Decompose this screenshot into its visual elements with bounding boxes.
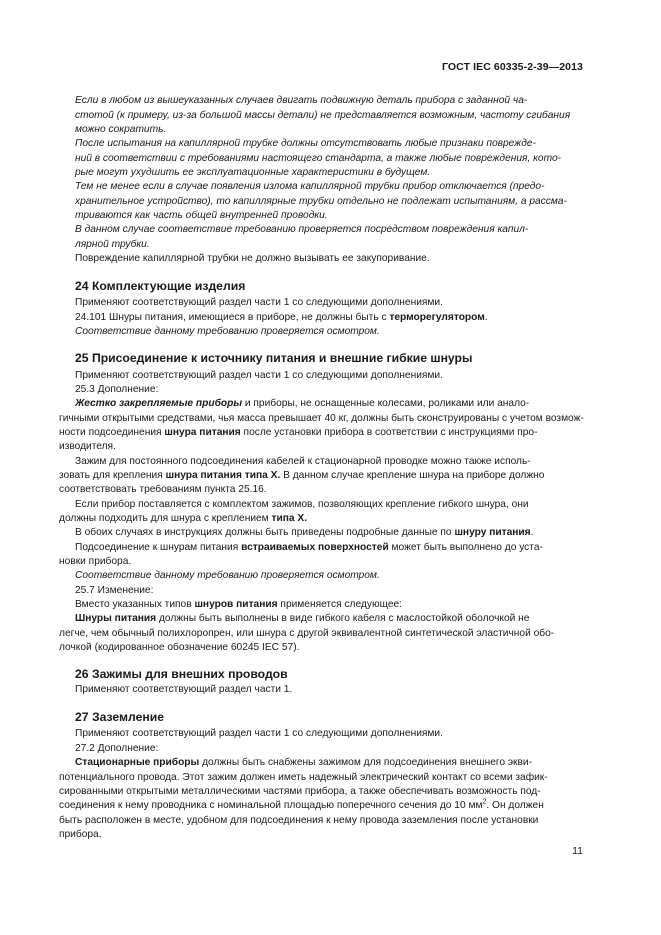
s27-p3-line5: быть расположен в месте, удобном для подсоединения к нему провода заземления после установки [59, 815, 539, 826]
s27-p2: 27.2 Дополнение: [75, 743, 159, 754]
s27-p3-line4: соединения к нему проводника с номинальной площадью поперечного сечения до 10 $мм^2$. Он должен [59, 798, 544, 811]
s25-p7-line1: Подсоединение к шнурам питания встраиваемых поверхностей может быть выполнено до уста- [75, 542, 543, 553]
section-27-title: 27 Заземление [75, 710, 165, 724]
intro-p5: Повреждение капиллярной трубки не должно вызывать ее закупоривание. [75, 253, 430, 264]
s27-p3-line6: прибора. [59, 829, 102, 840]
s25-p7-line2: новки прибора. [59, 556, 132, 567]
s24-p1: Применяют соответствующий раздел части 1 со следующими дополнениями. [75, 297, 443, 308]
s25-p6: В обоих случаях в инструкциях должны быть приведены подробные данные по шнуру питания. [75, 527, 534, 538]
section-24-title: 24 Комплектующие изделия [75, 279, 246, 293]
intro-p1-line1: Если в любом из вышеуказанных случаев двигать подвижную деталь прибора с заданной ча- [75, 95, 528, 106]
s25-p2: 25.3 Дополнение: [75, 384, 159, 395]
standard-header: ГОСТ IEC 60335-2-39—2013 [441, 61, 583, 73]
s25-p3-line3: ности подсоединения шнура питания после установки прибора в соответствии с инструкциями про- [59, 427, 538, 438]
s25-p8: Соответствие данному требованию проверяется осмотром. [75, 570, 380, 581]
s25-p11-line3: лочкой (кодированное обозначение 60245 IEC 57). [59, 642, 300, 653]
intro-p3-line2: хранительное устройство), то капиллярные трубки отдельно не подлежат испытаниям, а рассма- [75, 196, 567, 207]
s25-p11-line2: легче, чем обычный полихлоропрен, или шнура с другой эквивалентной синтетической эластичной обо- [59, 628, 555, 639]
intro-p4-line2: лярной трубки. [75, 239, 150, 250]
intro-p4-line1: В данном случае соответствие требованию проверяется посредством повреждения капил- [75, 224, 529, 235]
intro-p3-line1: Тем не менее если в случае появления излома капиллярной трубки прибор отключается (предо- [75, 181, 545, 192]
s27-p3-line1: Стационарные приборы должны быть снабжены зажимом для подсоединения внешнего экви- [75, 757, 533, 768]
s24-p3: Соответствие данному требованию проверяется осмотром. [75, 326, 380, 337]
s25-p11-line1: Шнуры питания должны быть выполнены в виде гибкого кабеля с маслостойкой оболочкой не [75, 613, 530, 624]
s24-p2: 24.101 Шнуры питания, имеющиеся в приборе, не должны быть с терморегулятором. [75, 312, 488, 323]
section-25-title: 25 Присоединение к источнику питания и внешние гибкие шнуры [75, 351, 473, 365]
s25-p3-line4: изводителя. [59, 441, 116, 452]
s26-p1: Применяют соответствующий раздел части 1. [75, 684, 293, 695]
page-number: 11 [572, 845, 583, 857]
intro-p1-line3: можно сократить. [75, 124, 167, 135]
intro-p2-line1: После испытания на капиллярной трубке должны отсутствовать любые признаки поврежде- [75, 138, 536, 149]
s25-p4-line1: Зажим для постоянного подсоединения кабелей к стационарной проводке можно также исполь- [75, 456, 531, 467]
s25-p4-line3: соответствовать требованиям пункта 25.16. [59, 484, 267, 495]
intro-p2-line2: ний в соответствии с требованиями настоящего стандарта, а также любые повреждения, кото- [75, 153, 562, 164]
s25-p5-line1: Если прибор поставляется с комплектом зажимов, позволяющих крепление гибкого шнура, они [75, 499, 529, 510]
s25-p4-line2: зовать для крепления шнура питания типа X. В данном случае крепление шнура на приборе должно [59, 470, 545, 481]
s25-p9: 25.7 Изменение: [75, 585, 154, 596]
s25-p3-line1: Жестко закрепляемые приборы и приборы, не оснащенные колесами, роликами или анало- [75, 398, 530, 409]
s27-p1: Применяют соответствующий раздел части 1 со следующими дополнениями. [75, 728, 443, 739]
intro-p3-line3: триваются как часть общей внутренней проводки. [75, 210, 328, 221]
s25-p3-line2: гичными открытыми средствами, чья масса превышает 40 кг, должны быть сконструированы с учетом возмож- [59, 413, 584, 424]
intro-p2-line3: рые могут ухудшить ее эксплуатационные характеристики в будущем. [75, 167, 431, 178]
intro-p1-line2: стотой (к примеру, из-за большой массы детали) не представляется возможным, частоту сгибания [75, 110, 571, 121]
s25-p1: Применяют соответствующий раздел части 1 со следующими дополнениями. [75, 370, 443, 381]
section-26-title: 26 Зажимы для внешних проводов [75, 667, 288, 681]
s27-p3-line3: сированными открытыми металлическими частями прибора, а также обеспечивать возможность под- [59, 786, 541, 797]
s25-p5-line2: должны подходить для шнура с креплением типа X. [59, 513, 308, 524]
s25-p10: Вместо указанных типов шнуров питания применяется следующее: [75, 599, 403, 610]
s27-p3-line2: потенциального провода. Этот зажим должен иметь надежный электрический контакт со всеми зафик- [59, 772, 548, 783]
